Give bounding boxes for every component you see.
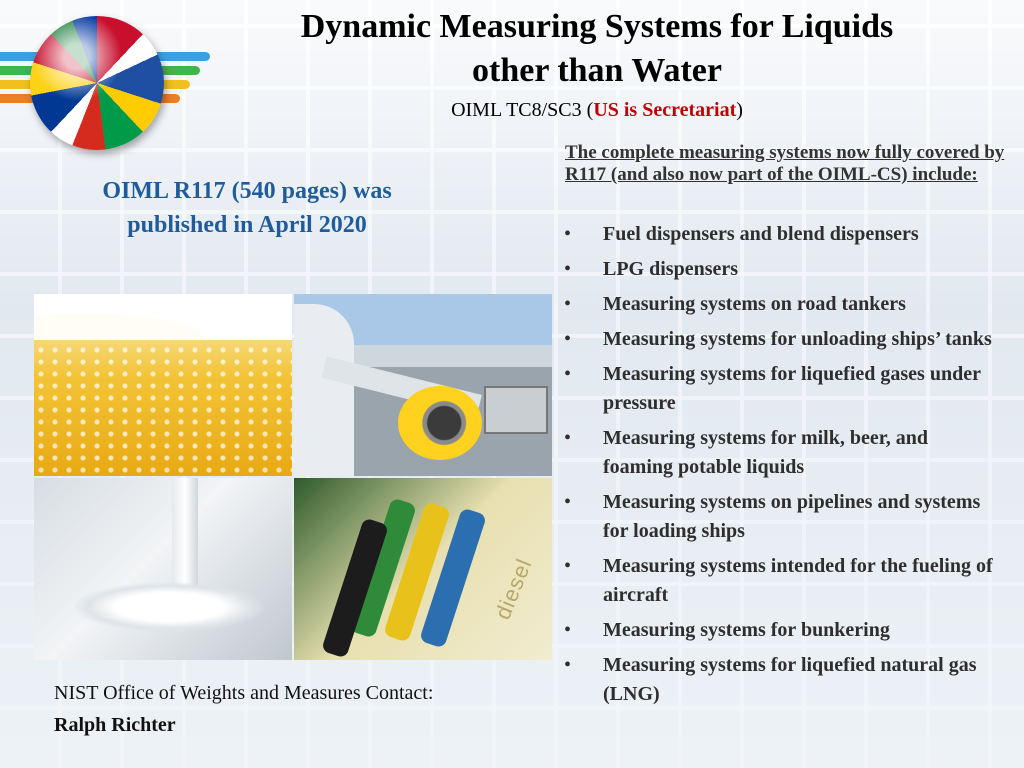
list-item-text: LPG dispensers xyxy=(603,258,739,280)
list-item xyxy=(562,488,1002,546)
list-item-text: Measuring systems for liquefied natural gas (LNG) xyxy=(603,654,977,705)
list-item-text: Fuel dispensers and blend dispensers xyxy=(603,223,919,245)
publication-note-line1: OIML R117 (540 pages) was xyxy=(102,178,392,204)
list-item xyxy=(562,220,1002,249)
bullet-icon: • xyxy=(564,363,572,385)
contact-name: Ralph Richter xyxy=(54,714,176,736)
slide-title-line1: Dynamic Measuring Systems for Liquids xyxy=(300,8,894,45)
list-item xyxy=(562,651,1002,709)
list-item xyxy=(562,290,1002,319)
contact-label: NIST Office of Weights and Measures Contact: xyxy=(54,682,434,704)
milk-photo xyxy=(34,478,292,660)
publication-note-line2: published in April 2020 xyxy=(127,212,367,238)
list-item xyxy=(562,325,1002,354)
aircraft-fuselage xyxy=(294,304,354,476)
list-item-text: Measuring systems for unloading ships’ tanks xyxy=(603,328,992,350)
secretariat-highlight: US is Secretariat xyxy=(593,99,737,121)
beer-photo xyxy=(34,294,292,476)
fuel-truck xyxy=(484,386,548,434)
bullet-icon: • xyxy=(564,258,572,280)
milk-stream xyxy=(172,478,198,598)
flags-globe-logo xyxy=(30,16,164,150)
beer-foam xyxy=(34,294,292,340)
aircraft-engine xyxy=(398,386,482,460)
bullet-icon: • xyxy=(564,555,572,577)
list-item-text: Measuring systems on road tankers xyxy=(603,293,906,315)
list-item-text: Measuring systems intended for the fueling of aircraft xyxy=(603,555,993,606)
systems-list xyxy=(562,220,1002,715)
bullet-icon: • xyxy=(564,328,572,350)
systems-list-intro: The complete measuring systems now fully covered by R117 (and also now part of the OIML-CS) include: xyxy=(565,142,1005,185)
subtitle-prefix: OIML TC8/SC3 ( xyxy=(451,99,594,121)
slide-subtitle xyxy=(240,99,954,122)
slide-title-line2: other than Water xyxy=(472,52,722,89)
list-item-text: Measuring systems for liquefied gases under pressure xyxy=(603,363,981,414)
diesel-label: diesel xyxy=(489,554,537,623)
list-item xyxy=(562,255,1002,284)
bullet-icon: • xyxy=(564,654,572,676)
bullet-icon: • xyxy=(564,427,572,449)
list-item xyxy=(562,552,1002,610)
bullet-icon: • xyxy=(564,619,572,641)
list-item xyxy=(562,424,1002,482)
publication-note xyxy=(62,174,432,242)
bullet-icon: • xyxy=(564,293,572,315)
beer-bubbles xyxy=(34,344,292,476)
list-item xyxy=(562,360,1002,418)
milk-splash xyxy=(74,582,264,632)
photo-collage xyxy=(34,294,552,661)
bullet-icon: • xyxy=(564,223,572,245)
fuel-nozzles-photo xyxy=(294,478,552,660)
aircraft-fueling-photo xyxy=(294,294,552,476)
list-item-text: Measuring systems on pipelines and systems for loading ships xyxy=(603,491,981,542)
list-item-text: Measuring systems for milk, beer, and foaming potable liquids xyxy=(603,427,928,478)
subtitle-suffix: ) xyxy=(736,99,743,121)
list-item-text: Measuring systems for bunkering xyxy=(603,619,890,641)
list-item xyxy=(562,616,1002,645)
bullet-icon: • xyxy=(564,491,572,513)
